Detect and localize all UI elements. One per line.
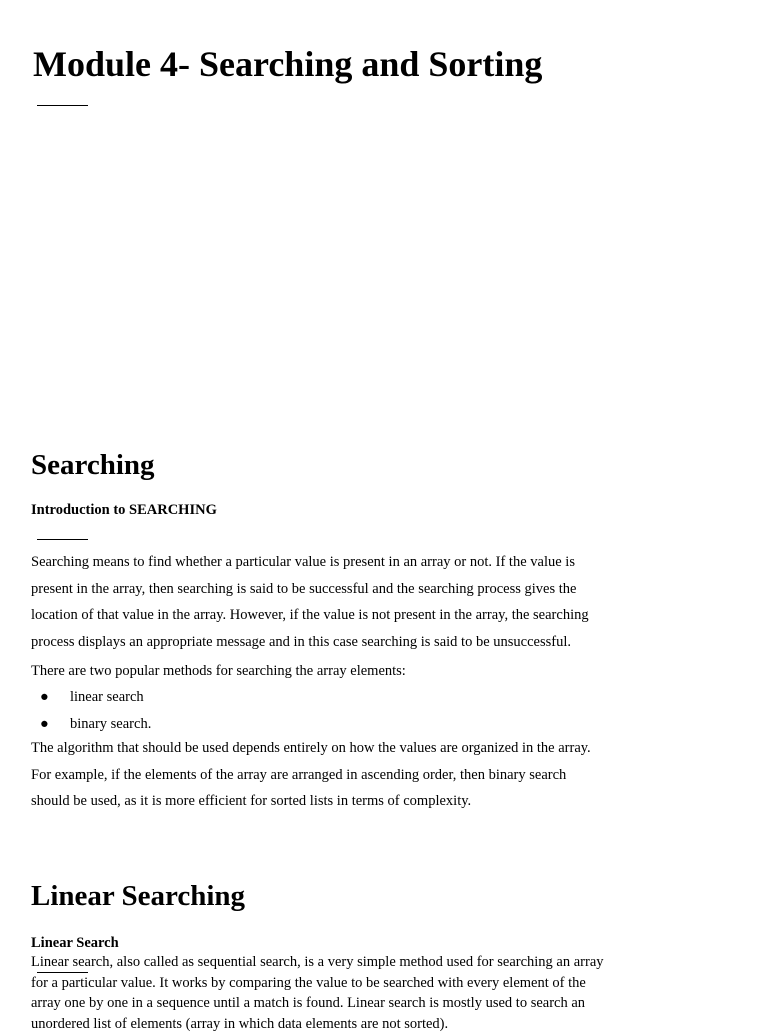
title-divider — [37, 105, 88, 106]
text-line: array one by one in a sequence until a match is found. Linear search is mostly used to search an — [31, 993, 604, 1014]
text-line: should be used, as it is more efficient for sorted lists in terms of complexity. — [31, 788, 591, 815]
subheading-intro: Introduction to SEARCHING — [31, 500, 217, 520]
text-line: location of that value in the array. However, if the value is not present in the array, the searching — [31, 602, 589, 629]
bullet-icon: ● — [31, 711, 70, 738]
subheading-linear-search: Linear Search — [31, 933, 119, 953]
text-line: For example, if the elements of the array are arranged in ascending order, then binary search — [31, 762, 591, 789]
linear-paragraph — [31, 952, 604, 1034]
text-line: present in the array, then searching is said to be successful and the searching process gives the — [31, 576, 589, 603]
list-item — [31, 711, 151, 738]
text-line: process displays an appropriate message and in this case searching is said to be unsuccessful. — [31, 629, 589, 656]
text-line: for a particular value. It works by comparing the value to be searched with every element of the — [31, 973, 604, 994]
list-item-label: binary search. — [70, 716, 151, 732]
methods-list — [31, 684, 151, 737]
text-line: Searching means to find whether a particular value is present in an array or not. If the value is — [31, 549, 589, 576]
intro-paragraph — [31, 549, 589, 656]
list-item — [31, 684, 151, 711]
algorithm-paragraph — [31, 735, 591, 815]
text-line: Linear search, also called as sequential search, is a very simple method used for searching an array — [31, 952, 604, 973]
bullet-icon: ● — [31, 684, 70, 711]
methods-intro: There are two popular methods for searching the array elements: — [31, 658, 406, 685]
page-title: Module 4- Searching and Sorting — [33, 40, 542, 88]
text-line: unordered list of elements (array in which data elements are not sorted). — [31, 1014, 604, 1034]
section-heading-searching: Searching — [31, 446, 155, 484]
section-heading-linear-searching: Linear Searching — [31, 877, 245, 915]
list-item-label: linear search — [70, 689, 144, 705]
text-line: The algorithm that should be used depends entirely on how the values are organized in the array. — [31, 735, 591, 762]
intro-divider — [37, 539, 88, 540]
